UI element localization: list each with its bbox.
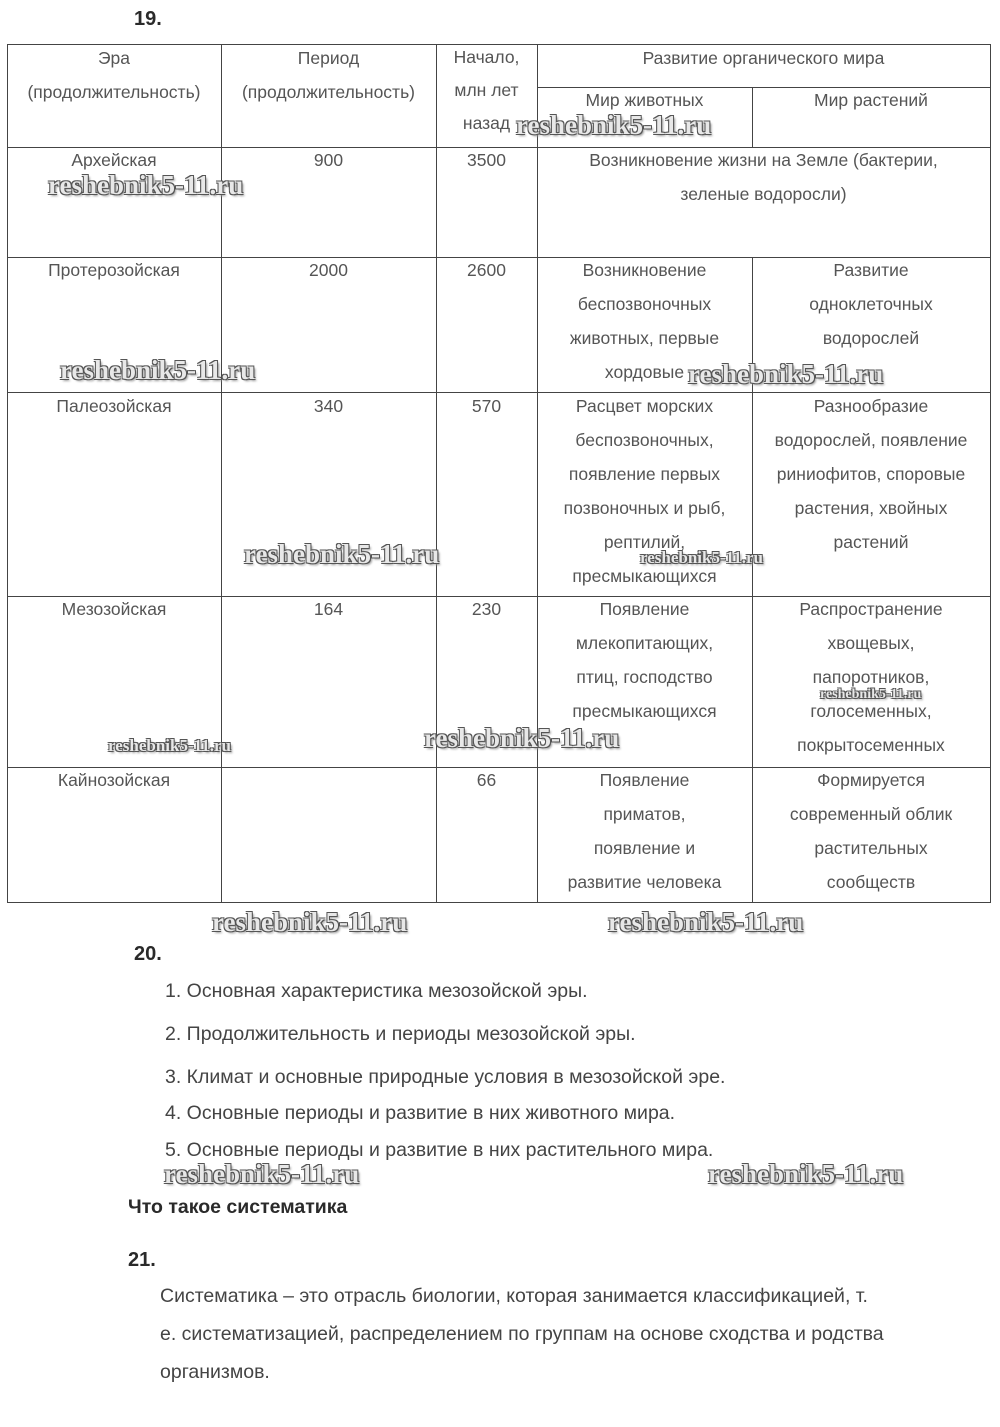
row-paleozoic-period: 340 — [313, 396, 344, 416]
row-mesozoic-plants: Распространение хвощевых, папоротников, голосеменных, покрытосеменных — [797, 599, 945, 755]
list-item: 2. Продолжительность и периоды мезозойской эры. — [165, 1023, 636, 1045]
row-proterozoic-start: 2600 — [467, 260, 506, 280]
watermark: reshebnik5-11.ru — [424, 723, 620, 753]
watermark: reshebnik5-11.ru — [48, 170, 244, 200]
header-era-subtitle: (продолжительность) — [27, 82, 201, 102]
row-paleozoic-animals: Расцвет морских беспозвоночных, появление первых позвоночных и рыб, рептилий, пресмыкающихся — [563, 396, 726, 586]
task-21-number: 21. — [128, 1249, 156, 1271]
watermark: reshebnik5-11.ru — [244, 539, 440, 569]
watermark: reshebnik5-11.ru — [708, 1159, 904, 1189]
row-mesozoic-era: Мезозойская — [61, 599, 167, 619]
header-era-title: Эра — [97, 48, 131, 68]
header-period — [221, 41, 436, 109]
watermark: reshebnik5-11.ru — [60, 355, 256, 385]
row-cenozoic-animals: Появление приматов, появление и развитие человека — [567, 770, 722, 892]
row-paleozoic-start: 570 — [471, 396, 502, 416]
definition-text: Систематика – это отрасль биологии, которая занимается классификацией, т. е. систематизацией, распределением по группам на основе сходства и родства организмов. — [160, 1285, 884, 1383]
header-period-title: Период — [297, 48, 360, 68]
row-proterozoic-plants: Развитие одноклеточных водорослей — [809, 260, 933, 348]
row-archean-development: Возникновение жизни на Земле (бактерии, зеленые водоросли) — [589, 150, 938, 204]
watermark: reshebnik5-11.ru — [640, 548, 763, 567]
row-proterozoic-era: Протерозойская — [48, 260, 180, 280]
watermark: reshebnik5-11.ru — [688, 359, 884, 389]
watermark: reshebnik5-11.ru — [212, 907, 408, 937]
watermark: reshebnik5-11.ru — [608, 907, 804, 937]
task-20-number: 20. — [134, 943, 162, 965]
row-mesozoic-start: 230 — [471, 599, 502, 619]
watermark: reshebnik5-11.ru — [516, 110, 712, 140]
row-archean-era: Архейская — [71, 150, 157, 170]
list-item: 1. Основная характеристика мезозойской эры. — [165, 980, 588, 1002]
list-item: 3. Климат и основные природные условия в мезозойской эре. — [165, 1066, 726, 1088]
row-proterozoic-animals: Возникновение беспозвоночных животных, первые хордовые — [569, 260, 720, 382]
task-19-number: 19. — [134, 8, 162, 30]
header-period-subtitle: (продолжительность) — [241, 82, 416, 102]
row-archean-start: 3500 — [467, 150, 506, 170]
header-era — [7, 41, 221, 109]
watermark: reshebnik5-11.ru — [108, 736, 231, 755]
row-cenozoic-plants: Формируется современный облик растительных сообществ — [789, 770, 953, 892]
watermark: reshebnik5-11.ru — [164, 1159, 360, 1189]
row-archean-period: 900 — [313, 150, 344, 170]
row-mesozoic-period: 164 — [313, 599, 344, 619]
row-paleozoic-plants: Разнообразие водорослей, появление риниофитов, споровые растения, хвойных растений — [774, 396, 968, 552]
header-start: Начало, млн лет назад — [453, 47, 520, 133]
header-animals: Мир животных — [585, 90, 704, 110]
header-plants: Мир растений — [814, 90, 928, 110]
list-item: 5. Основные периоды и развитие в них растительного мира. — [165, 1139, 714, 1161]
row-paleozoic-era: Палеозойская — [56, 396, 172, 416]
row-cenozoic-start: 66 — [476, 770, 497, 790]
section-title: Что такое систематика — [128, 1196, 348, 1218]
list-item: 4. Основные периоды и развитие в них животного мира. — [165, 1102, 676, 1124]
row-mesozoic-animals: Появление млекопитающих, птиц, господство пресмыкающихся — [572, 599, 717, 721]
watermark: reshebnik5-11.ru — [820, 687, 922, 702]
row-proterozoic-period: 2000 — [309, 260, 348, 280]
row-cenozoic-era: Кайнозойская — [57, 770, 171, 790]
header-development: Развитие органического мира — [642, 48, 885, 68]
